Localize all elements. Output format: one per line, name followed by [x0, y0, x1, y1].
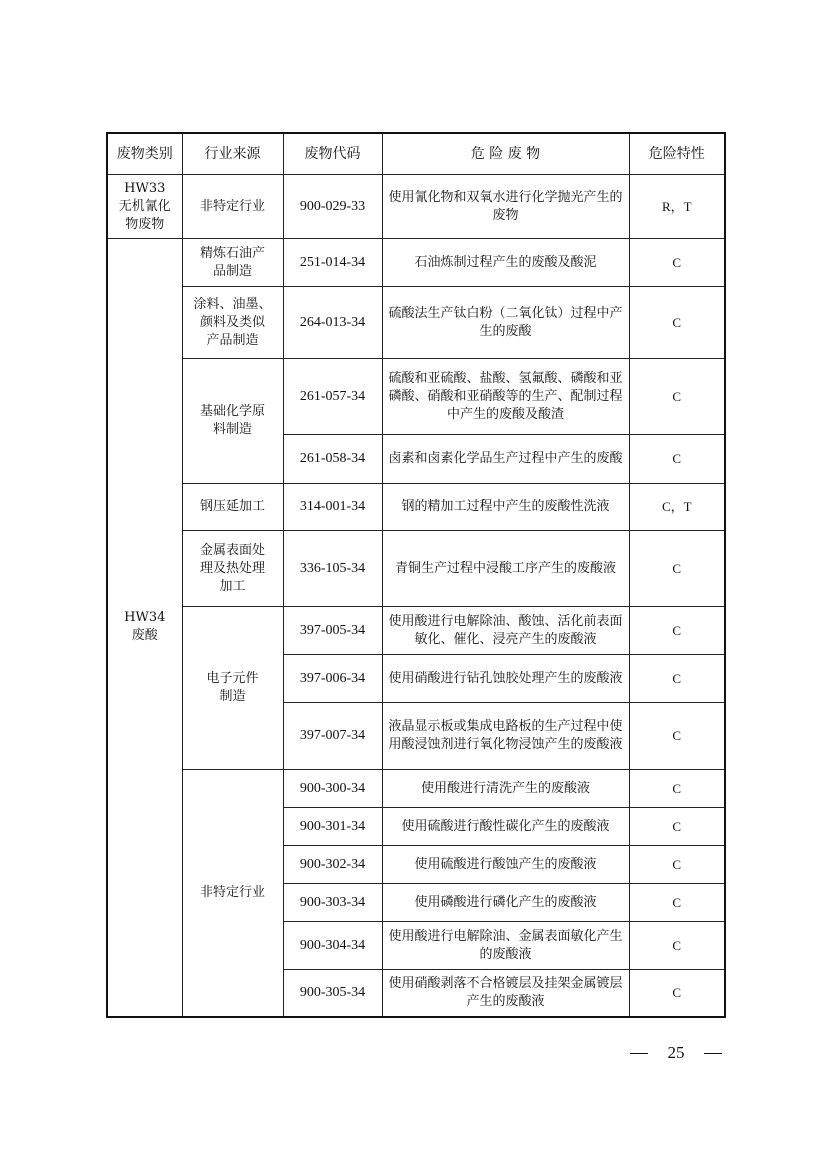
industry-source-cell: 电子元件 制造 — [182, 607, 283, 770]
page-footer — [630, 1043, 722, 1063]
table-row — [107, 239, 725, 287]
industry-source-cell: 精炼石油产 品制造 — [182, 239, 283, 287]
hazard-property-cell: C — [629, 435, 725, 484]
waste-description-cell: 使用硝酸剥落不合格镀层及挂架金属镀层产生的废酸液 — [382, 970, 629, 1017]
waste-code-cell: 336-105-34 — [283, 531, 382, 607]
waste-description-cell: 使用氰化物和双氧水进行化学抛光产生的废物 — [382, 175, 629, 239]
waste-category-cell: HW34 废酸 — [107, 239, 182, 1017]
header-industry: 行业来源 — [182, 133, 283, 175]
table-row — [107, 531, 725, 607]
waste-description-cell: 液晶显示板或集成电路板的生产过程中使用酸浸蚀剂进行氧化物浸蚀产生的废酸液 — [382, 703, 629, 770]
waste-code-cell: 900-029-33 — [283, 175, 382, 239]
industry-source-cell: 非特定行业 — [182, 770, 283, 1017]
waste-description-cell: 使用酸进行电解除油、酸蚀、活化前表面敏化、催化、浸亮产生的废酸液 — [382, 607, 629, 655]
waste-description-cell: 使用硝酸进行钻孔蚀胶处理产生的废酸液 — [382, 655, 629, 703]
hazard-property-cell: C — [629, 287, 725, 359]
waste-description-cell: 石油炼制过程产生的废酸及酸泥 — [382, 239, 629, 287]
waste-code-cell: 397-007-34 — [283, 703, 382, 770]
hazard-property-cell: C — [629, 846, 725, 884]
industry-source-cell: 金属表面处 理及热处理 加工 — [182, 531, 283, 607]
waste-description-cell: 硫酸和亚硫酸、盐酸、氢氟酸、磷酸和亚磷酸、硝酸和亚硝酸等的生产、配制过程中产生的废酸及酸渣 — [382, 359, 629, 435]
table-row — [107, 175, 725, 239]
hazard-property-cell: C — [629, 655, 725, 703]
waste-description-cell: 硫酸法生产钛白粉（二氧化钛）过程中产生的废酸 — [382, 287, 629, 359]
waste-code-cell: 264-013-34 — [283, 287, 382, 359]
waste-code-cell: 314-001-34 — [283, 484, 382, 531]
industry-source-cell: 涂料、油墨、 颜料及类似 产品制造 — [182, 287, 283, 359]
waste-description-cell: 钢的精加工过程中产生的废酸性洗液 — [382, 484, 629, 531]
waste-code-cell: 900-302-34 — [283, 846, 382, 884]
header-hazard: 危险特性 — [629, 133, 725, 175]
hazard-property-cell: C — [629, 884, 725, 922]
hazard-property-cell: C — [629, 970, 725, 1017]
hazard-property-cell: C — [629, 359, 725, 435]
hazard-property-cell: C — [629, 922, 725, 970]
hazard-property-cell: C，T — [629, 484, 725, 531]
waste-code-cell: 261-058-34 — [283, 435, 382, 484]
hazard-property-cell: C — [629, 703, 725, 770]
waste-code-cell: 900-305-34 — [283, 970, 382, 1017]
waste-code-cell: 900-301-34 — [283, 808, 382, 846]
hazard-property-cell: C — [629, 770, 725, 808]
waste-description-cell: 青铜生产过程中浸酸工序产生的废酸液 — [382, 531, 629, 607]
waste-description-cell: 卤素和卤素化学品生产过程中产生的废酸 — [382, 435, 629, 484]
hazard-property-cell: C — [629, 239, 725, 287]
waste-code-cell: 261-057-34 — [283, 359, 382, 435]
table-row — [107, 287, 725, 359]
header-category: 废物类别 — [107, 133, 182, 175]
table-row — [107, 484, 725, 531]
waste-code-cell: 900-304-34 — [283, 922, 382, 970]
waste-description-cell: 使用硫酸进行酸性碳化产生的废酸液 — [382, 808, 629, 846]
waste-description-cell: 使用硫酸进行酸蚀产生的废酸液 — [382, 846, 629, 884]
table-row — [107, 770, 725, 808]
industry-source-cell: 基础化学原 料制造 — [182, 359, 283, 484]
waste-code-cell: 397-006-34 — [283, 655, 382, 703]
waste-code-cell: 900-303-34 — [283, 884, 382, 922]
footer-dash-left — [630, 1053, 648, 1054]
footer-dash-right — [704, 1053, 722, 1054]
waste-code-cell: 251-014-34 — [283, 239, 382, 287]
hazard-property-cell: C — [629, 531, 725, 607]
hazard-property-cell: C — [629, 607, 725, 655]
hazardous-waste-table — [106, 132, 726, 1018]
waste-description-cell: 使用酸进行清洗产生的废酸液 — [382, 770, 629, 808]
industry-source-cell: 钢压延加工 — [182, 484, 283, 531]
page-number: 25 — [667, 1043, 685, 1062]
header-code: 废物代码 — [283, 133, 382, 175]
header-waste: 危 险 废 物 — [382, 133, 629, 175]
waste-description-cell: 使用磷酸进行磷化产生的废酸液 — [382, 884, 629, 922]
hazard-property-cell: R，T — [629, 175, 725, 239]
table-header-row — [107, 133, 725, 175]
table-row — [107, 359, 725, 435]
waste-code-cell: 900-300-34 — [283, 770, 382, 808]
waste-category-cell: HW33 无机氰化 物废物 — [107, 175, 182, 239]
hazard-property-cell: C — [629, 808, 725, 846]
waste-code-cell: 397-005-34 — [283, 607, 382, 655]
table-body — [107, 175, 725, 1017]
industry-source-cell: 非特定行业 — [182, 175, 283, 239]
table-row — [107, 607, 725, 655]
waste-description-cell: 使用酸进行电解除油、金属表面敏化产生的废酸液 — [382, 922, 629, 970]
